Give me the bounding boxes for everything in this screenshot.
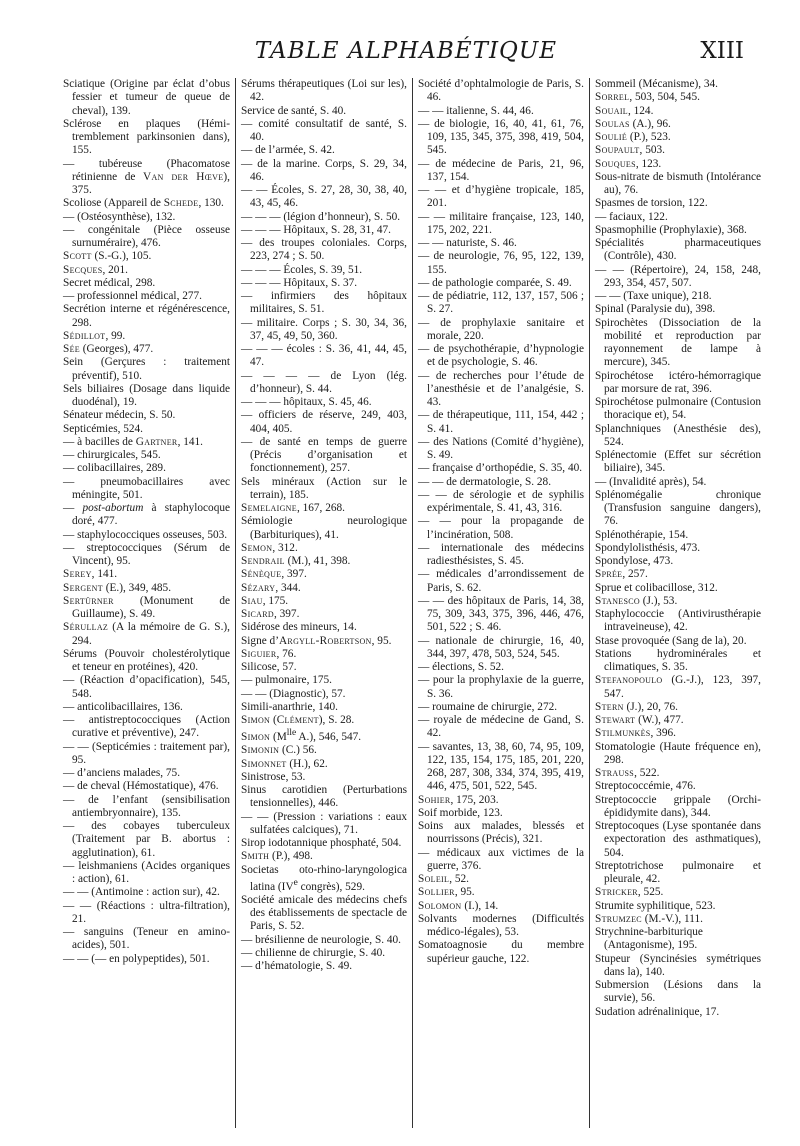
index-entry: Sidérose des mineurs, 14. — [241, 621, 357, 634]
index-entry: Soleil, 52. — [418, 873, 469, 885]
index-entry: — internationale des médecins radiesthésistes, S. 45. — [418, 541, 584, 567]
author-name: Siau — [241, 594, 263, 607]
index-entry: — — (Antimoine : action sur), 42. — [63, 886, 220, 899]
index-entry: — des Nations (Comité d’hygiène), S. 49. — [418, 435, 584, 461]
index-entry: Sérums thérapeutiques (Loi sur les), 42. — [241, 78, 407, 104]
index-entry: — leishmaniens (Acides organiques : action), 61. — [63, 859, 230, 885]
index-entry: — — (Diagnostic), 57. — [241, 687, 346, 700]
index-entry: Soulié (P.), 523. — [595, 131, 671, 143]
index-entry: Sollier, 95. — [418, 886, 475, 899]
author-name: Gartner — [135, 435, 178, 448]
index-entry: — officiers de réserve, 249, 403, 404, 405. — [241, 409, 407, 435]
index-entry: Simonin (C.) 56. — [241, 744, 317, 757]
author-name: Stanesco — [595, 594, 640, 607]
author-name: Clément — [276, 714, 319, 726]
author-name: Sézary — [241, 581, 276, 594]
index-entry: — post-abortum à staphylocoque doré, 477. — [63, 502, 231, 528]
index-entry: Soupault, 503. — [595, 144, 665, 157]
index-entry: — — italienne, S. 44, 46. — [418, 104, 534, 117]
author-name: Soulas — [595, 117, 630, 130]
index-entry: — nationale de chirurgie, 16, 40, 344, 397, 478, 503, 524, 545. — [418, 634, 584, 660]
index-entry: — médicales d’arrondissement de Paris, S. 62. — [418, 568, 584, 594]
index-entry: Streptococcie grippale (Orchi-épididymite dans), 344. — [595, 793, 761, 819]
index-entry: — — (Répertoire), 24, 158, 248, 293, 354, 457, 507. — [595, 263, 761, 289]
author-name: Sénèque — [241, 568, 282, 581]
superscript: e — [293, 877, 298, 888]
index-entry: — française d’orthopédie, S. 35, 40. — [418, 462, 583, 475]
index-entry: Sinus carotidien (Perturbations tensionnelles), 446. — [241, 784, 407, 810]
index-entry: — colibacillaires, 289. — [63, 462, 166, 475]
index-entry: Spécialités pharmaceutiques (Contrôle), 430. — [595, 237, 761, 263]
index-entry: Streptotrichose pulmonaire et pleurale, 42. — [595, 859, 761, 885]
index-entry: — — — hôpitaux, S. 45, 46. — [241, 396, 372, 408]
index-entry: — pneumobacillaires avec méningite, 501. — [63, 475, 230, 501]
index-entry: — de pathologie comparée, S. 49. — [418, 276, 572, 289]
index-entry: Stupeur (Syncinésies symétriques dans la), 140. — [595, 952, 761, 978]
italic-term: post-abortum — [82, 502, 144, 514]
index-entry: Societas oto-rhino-laryngologica latina (IVe congrès), 529. — [241, 863, 407, 893]
index-entry: Spondylolisthésis, 473. — [595, 541, 701, 554]
index-entry: — — (Septicémies : traitement par), 95. — [63, 740, 230, 766]
index-entry: Stern (J.), 20, 76. — [595, 700, 678, 713]
author-name: Sée — [63, 343, 80, 355]
index-entry: Simonnet (H.), 62. — [241, 757, 328, 770]
index-entry: — — (Pression : variations : eaux sulfatées calciques), 71. — [241, 810, 407, 836]
index-entry: Splénothérapie, 154. — [595, 528, 689, 541]
index-entry: — de l’armée, S. 42. — [241, 144, 335, 157]
index-entry: Solomon (I.), 14. — [418, 899, 499, 912]
index-entry: — (Ostéosynthèse), 132. — [63, 210, 176, 223]
index-entry: Service de santé, S. 40. — [241, 104, 347, 117]
index-entry: — roumaine de chirurgie, 272. — [418, 700, 558, 713]
index-entry: Submersion (Lésions dans la survie), 56. — [595, 979, 761, 1005]
author-name: Sprée — [595, 568, 623, 581]
index-entry: Sommeil (Mécanisme), 34. — [595, 78, 718, 90]
index-entry: — — — Hôpitaux, S. 28, 31, 47. — [241, 223, 391, 236]
index-entry: Stomatologie (Haute fréquence en), 298. — [595, 740, 761, 766]
index-entry: — — des hôpitaux de Paris, 14, 38, 75, 309, 343, 375, 396, 446, 476, 501, 522 ; S. 46. — [418, 594, 584, 634]
index-entry: Septicémies, 524. — [63, 422, 144, 435]
index-entry: — (Invalidité après), 54. — [595, 475, 707, 488]
index-entry: Siguier, 76. — [241, 647, 297, 660]
index-entry: — — — écoles : S. 36, 41, 44, 45, 47. — [241, 343, 407, 369]
index-entry: Stewart (W.), 477. — [595, 714, 684, 726]
author-name: Sollier — [418, 886, 455, 899]
page-title: TABLE ALPHABÉTIQUE — [254, 38, 558, 64]
index-entry: Spirochétose pulmonaire (Contusion thoracique et), 54. — [595, 396, 761, 422]
index-entry: Sergent (E.), 349, 485. — [63, 581, 172, 594]
index-entry: — — naturiste, S. 46. — [418, 237, 517, 249]
index-entry: — professionnel médical, 277. — [63, 290, 202, 302]
index-entry: Simon (Clément), S. 28. — [241, 714, 355, 726]
index-entry: — de psychothérapie, d’hypnologie et de psychologie, S. 46. — [418, 343, 584, 369]
author-name: Sendrail — [241, 555, 285, 567]
index-entry: — — de sérologie et de syphilis expérimentale, S. 41, 43, 316. — [418, 488, 584, 514]
index-entry: Stase provoquée (Sang de la), 20. — [595, 634, 747, 647]
index-entry: — militaire. Corps ; S. 30, 34, 36, 37, 45, 49, 50, 360. — [241, 316, 407, 342]
index-entry: — faciaux, 122. — [595, 210, 668, 223]
index-entry: Sous-nitrate de bismuth (Intolérance au), 76. — [595, 170, 761, 196]
index-entry: — chirurgicales, 545. — [63, 449, 161, 461]
index-entry: — (Réaction d’opacification), 545, 548. — [63, 674, 230, 700]
index-entry: — de l’enfant (sensibilisation antiembryonnaire), 135. — [63, 793, 230, 819]
index-entry: — médicaux aux victimes de la guerre, 376. — [418, 846, 584, 872]
author-name: Souail — [595, 104, 628, 117]
author-name: Semon — [241, 541, 273, 554]
author-name: Strauss — [595, 767, 635, 779]
index-entry: — pulmonaire, 175. — [241, 674, 332, 687]
index-entry: Soif morbide, 123. — [418, 806, 503, 819]
index-entry: Sicard, 397. — [241, 608, 300, 620]
author-name: Soulié — [595, 131, 628, 143]
index-entry: Simon ($M^{lle}$ A.), 546, 547. — [241, 728, 362, 744]
index-entry: — des troupes coloniales. Corps, 223, 274 ; S. 50. — [241, 237, 407, 263]
index-entry: Semon, 312. — [241, 541, 298, 554]
index-entry: Streptococcémie, 476. — [595, 780, 696, 793]
index-entry: — de neurologie, 76, 95, 122, 139, 155. — [418, 250, 584, 276]
index-column-3 — [412, 78, 589, 1128]
author-name: Soupault — [595, 144, 640, 157]
index-entry: Stanesco (J.), 53. — [595, 594, 678, 607]
index-entry: Société amicale des médecins chefs des établissements de spectacle de Paris, S. 52. — [241, 893, 407, 933]
author-name: Solomon — [418, 899, 462, 912]
index-entry: Spondylose, 473. — [595, 555, 674, 567]
index-column-4 — [589, 78, 766, 1128]
index-entry: — — et d’hygiène tropicale, 185, 201. — [418, 184, 584, 210]
index-entry: — — — (légion d’honneur), S. 50. — [241, 210, 401, 223]
index-entry: — tubéreuse (Phacomatose rétinienne de Van der Hœve), 375. — [63, 157, 230, 196]
author-name: Semelaigne — [241, 502, 297, 514]
index-entry: Soins aux malades, blessés et nourrissons (Précis), 321. — [418, 820, 584, 846]
author-name: Smith — [241, 850, 270, 863]
index-entry: — — (Réactions : ultra-filtration), 21. — [63, 899, 230, 925]
index-entry: Scott (S.-G.), 105. — [63, 250, 152, 263]
index-entry: Sels minéraux (Action sur le terrain), 185. — [241, 475, 407, 501]
index-entry: — des cobayes tuberculeux (Traitement par B. abortus : agglutination), 61. — [63, 820, 230, 859]
index-entry: Souques, 123. — [595, 157, 662, 170]
author-name: Souques — [595, 157, 636, 170]
index-entry: — anticolibacillaires, 136. — [63, 700, 183, 713]
index-entry: — de recherches pour l’étude de l’anesthésie et de l’analgésie, S. 43. — [418, 369, 584, 408]
index-entry: — — — — de Lyon (lég. d’honneur), S. 44. — [241, 369, 407, 395]
author-name: Strumzec — [595, 912, 642, 925]
index-entry: — de biologie, 16, 40, 41, 61, 76, 109, 135, 345, 375, 398, 419, 504, 545. — [418, 117, 584, 157]
index-entry: — d’anciens malades, 75. — [63, 767, 181, 779]
index-entry: Société d’ophtalmologie de Paris, S. 46. — [418, 78, 584, 104]
index-entry: — congénitale (Pièce osseuse surnuméraire), 476. — [63, 223, 230, 249]
index-entry: Splénectomie (Effet sur sécrétion biliaire), 345. — [595, 449, 761, 475]
author-name: Stern — [595, 700, 624, 713]
index-entry: Sohier, 175, 203. — [418, 793, 499, 806]
index-entry: Sédillot, 99. — [63, 329, 126, 342]
author-name: Stilmunkès — [595, 727, 651, 740]
index-entry: Sprée, 257. — [595, 568, 648, 581]
index-entry: Sirop iodotannique phosphaté, 504. — [241, 837, 402, 850]
index-entry: Secret médical, 298. — [63, 276, 156, 289]
author-name: Sicard — [241, 608, 274, 620]
index-entry: — de thérapeutique, 111, 154, 442 ; S. 41. — [418, 409, 584, 435]
index-entry: Staphylococcie (Antivirusthérapie intraveineuse), 42. — [595, 608, 761, 634]
index-entry: Sertürner (Monument de Guillaume), S. 49. — [63, 594, 230, 620]
author-name: Stewart — [595, 714, 636, 726]
index-entry: — élections, S. 52. — [418, 661, 504, 673]
index-entry: — comité consultatif de santé, S. 40. — [241, 117, 407, 143]
index-entry: Sudation adrénalinique, 17. — [595, 1005, 720, 1018]
index-entry: Sinistrose, 53. — [241, 770, 306, 783]
index-entry: — — (Taxe unique), 218. — [595, 290, 712, 302]
index-entry: Sendrail (M.), 41, 398. — [241, 555, 351, 567]
index-entry: Sorrel, 503, 504, 545. — [595, 91, 700, 104]
index-entry: — — pour la propagande de l’incinération, 508. — [418, 515, 584, 541]
index-entry: — de cheval (Hémostatique), 476. — [63, 780, 219, 793]
page-number: XIII — [700, 38, 744, 64]
index-entry: — staphylococciques osseuses, 503. — [63, 528, 228, 541]
index-entry: Spasmophilie (Prophylaxie), 368. — [595, 223, 747, 236]
index-entry: — — — Écoles, S. 39, 51. — [241, 263, 363, 276]
author-name: Schede — [163, 197, 199, 210]
index-entry: Sée (Georges), 477. — [63, 343, 154, 355]
author-name: Serey — [63, 568, 92, 581]
index-entry: Splanchniques (Anesthésie des), 524. — [595, 422, 761, 448]
index-entry: — — de dermatologie, S. 28. — [418, 475, 552, 488]
index-entry: Silicose, 57. — [241, 661, 297, 673]
index-entry: — streptococciques (Sérum de Vincent), 95. — [63, 541, 230, 567]
index-entry: Serey, 141. — [63, 568, 118, 581]
author-name: Sohier — [418, 793, 451, 806]
index-entry: Simili-anarthrie, 140. — [241, 700, 338, 713]
index-entry: — brésilienne de neurologie, S. 40. — [241, 933, 402, 946]
index-entry: Sémiologie neurologique (Barbituriques), 41. — [241, 515, 407, 541]
page-header — [52, 38, 760, 74]
index-entry: Signe d’Argyll-Robertson, 95. — [241, 634, 392, 647]
index-entry: — de prophylaxie sanitaire et morale, 220. — [418, 316, 584, 342]
author-name: Van der Hœve — [142, 170, 224, 183]
author-name: Stricker — [595, 886, 638, 899]
index-entry: Semelaigne, 167, 268. — [241, 502, 345, 514]
index-entry: — pour la prophylaxie de la guerre, S. 36. — [418, 674, 584, 700]
index-entry: Strychnine-barbiturique (Antagonisme), 195. — [595, 926, 703, 952]
index-entry: — à bacilles de Gartner, 141. — [63, 435, 203, 448]
author-name: Scott — [63, 250, 92, 263]
author-name: Simon — [241, 731, 271, 744]
index-entry: — infirmiers des hôpitaux militaires, S. 51. — [241, 290, 407, 316]
index-entry: Spasmes de torsion, 122. — [595, 197, 708, 210]
index-entry: Somatoagnosie du membre supérieur gauche, 122. — [418, 939, 584, 965]
index-entry: Scoliose (Appareil de Schede, 130. — [63, 197, 224, 210]
index-entry: — savantes, 13, 38, 60, 74, 95, 109, 122, 135, 154, 175, 185, 201, 220, 268, 287, 308, 334, 374, 395, 419, 446, 475, 501, 522, 545. — [418, 740, 584, 793]
superscript: lle — [286, 728, 297, 739]
index-entry: — sanguins (Teneur en amino-acides), 501. — [63, 926, 230, 952]
author-name: Secques — [63, 263, 103, 276]
index-entry: Sels biliaires (Dosage dans liquide duodénal), 19. — [63, 382, 230, 408]
index-entry: Sciatique (Origine par éclat d’obus fessier et tumeur de queue de cheval), 139. — [63, 78, 230, 117]
index-column-2 — [235, 78, 412, 1128]
index-entry: — — militaire française, 123, 140, 175, 202, 221. — [418, 210, 584, 236]
index-entry: Stations hydrominérales et climatiques, S. 35. — [595, 647, 761, 673]
index-entry: — de santé en temps de guerre (Précis d’organisation et fonctionnement), 257. — [241, 435, 407, 475]
index-entry: — royale de médecine de Gand, S. 42. — [418, 714, 584, 740]
index-entry: — de pédiatrie, 112, 137, 157, 506 ; S. 27. — [418, 290, 584, 316]
author-name: Sérullaz — [63, 621, 109, 634]
index-entry: Sézary, 344. — [241, 581, 301, 594]
index-entry: Sein (Gerçures : traitement préventif), 510. — [63, 356, 230, 382]
index-entry: Secrétion interne et régénérescence, 298. — [63, 303, 230, 329]
index-columns — [58, 78, 766, 1128]
author-name: Soleil — [418, 873, 450, 885]
index-entry: — d’hématologie, S. 49. — [241, 960, 353, 973]
index-entry: Strauss, 522. — [595, 767, 660, 779]
index-entry: — — Écoles, S. 27, 28, 30, 38, 40, 43, 45, 46. — [241, 184, 407, 210]
index-entry: — — — Hôpitaux, S. 37. — [241, 276, 358, 289]
author-name: Simonin — [241, 744, 280, 757]
index-entry: Sprue et colibacillose, 312. — [595, 581, 718, 594]
index-entry: — de médecine de Paris, 21, 96, 137, 154. — [418, 157, 584, 183]
author-name: Sorrel — [595, 91, 630, 104]
index-entry: Soulas (A.), 96. — [595, 117, 671, 130]
author-name: Argyll-Robertson — [278, 634, 372, 647]
author-name: Siguier — [241, 647, 277, 660]
index-entry: Solvants modernes (Difficultés médico-légales), 53. — [418, 912, 584, 938]
index-entry: — de la marine. Corps, S. 29, 34, 46. — [241, 157, 407, 183]
index-entry: Stricker, 525. — [595, 886, 664, 899]
index-entry: Strumite syphilitique, 523. — [595, 899, 716, 912]
index-entry: Sérullaz (A la mémoire de G. S.), 294. — [63, 621, 230, 647]
author-name: Sergent — [63, 581, 103, 594]
index-entry: Sénateur médecin, S. 50. — [63, 409, 176, 422]
index-entry: Sérums (Pouvoir cholestérolytique et teneur en protéines), 420. — [63, 647, 230, 673]
index-entry: Streptocoques (Lyse spontanée dans expectoration des asthmatiques), 504. — [595, 820, 761, 859]
author-name: Simonnet — [241, 757, 287, 770]
index-entry: Siau, 175. — [241, 594, 289, 607]
author-name: Simon — [241, 714, 271, 726]
index-entry: Stefanopoulo (G.-J.), 123, 397, 547. — [595, 674, 761, 700]
index-entry: Stilmunkès, 396. — [595, 727, 676, 740]
index-entry: Secques, 201. — [63, 263, 128, 276]
author-name: Sertürner — [63, 594, 114, 607]
index-entry: Splénomégalie chronique (Transfusion sanguine dangers), 76. — [595, 488, 761, 528]
author-name: Stefanopoulo — [595, 674, 663, 687]
index-entry: — — (— en polypeptides), 501. — [63, 952, 210, 965]
index-entry: Souail, 124. — [595, 104, 654, 117]
index-entry: Spirochètes (Dissociation de la mobilité et reproduction par rayonnement de lampe à mercure), 345. — [595, 316, 761, 369]
index-entry: Spirochétose ictéro-hémorragique par morsure de rat, 396. — [595, 369, 761, 395]
index-entry: — antistreptococciques (Action curative et préventive), 247. — [63, 714, 230, 740]
index-column-1 — [58, 78, 235, 1128]
author-name: Sédillot — [63, 329, 106, 342]
index-entry: Sénèque, 397. — [241, 568, 307, 581]
index-entry: Sclérose en plaques (Hémi-tremblement parkinsonien dans), 155. — [63, 117, 230, 157]
index-entry: Smith (P.), 498. — [241, 850, 313, 863]
index-entry: — chilienne de chirurgie, S. 40. — [241, 946, 386, 959]
index-entry: Strumzec (M.-V.), 111. — [595, 912, 703, 925]
index-entry: Spinal (Paralysie du), 398. — [595, 303, 716, 316]
